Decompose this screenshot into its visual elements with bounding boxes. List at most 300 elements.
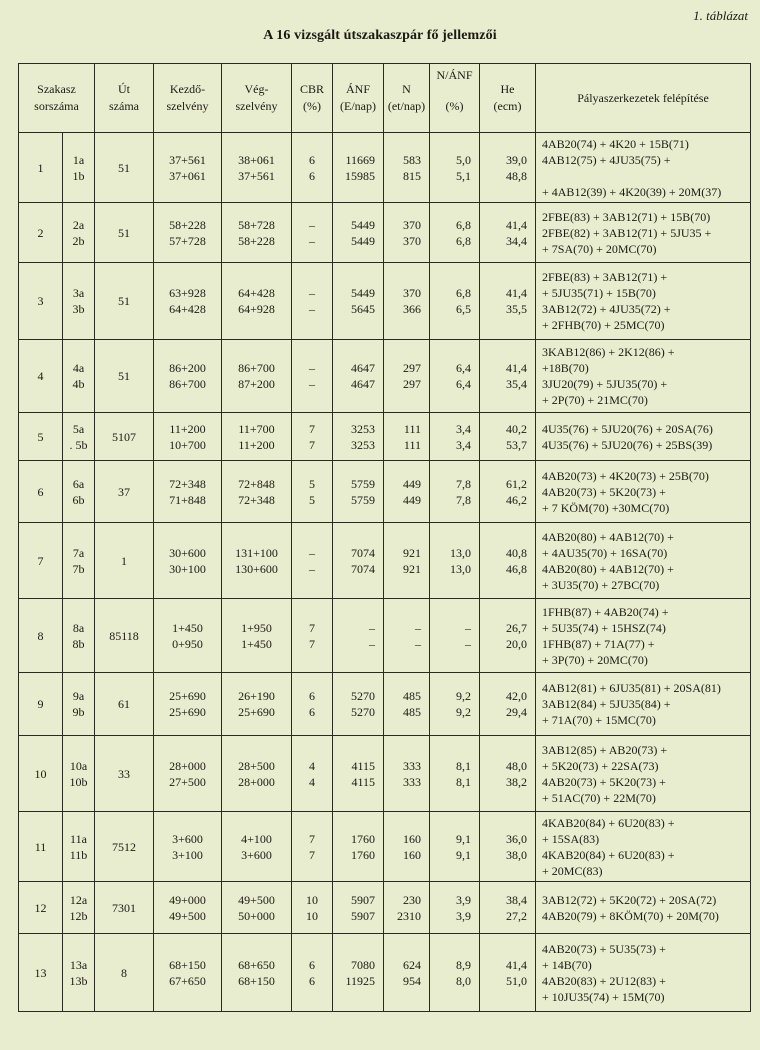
section-sub xyxy=(63,263,95,340)
section-sub-line: 3b xyxy=(72,302,85,316)
header-row xyxy=(19,64,751,133)
end-chainage-line: 50+000 xyxy=(238,908,275,923)
section-number: 9 xyxy=(19,673,63,736)
pavement-structure-line: 4AB20(73) + 4K20(73) + 25B(70) xyxy=(542,468,709,483)
road-number: 51 xyxy=(95,203,154,263)
road-number: 51 xyxy=(95,133,154,203)
n-value-line: 297 xyxy=(403,377,421,391)
section-sub-line: 13b xyxy=(69,973,88,988)
anf-value xyxy=(333,934,384,1012)
table-row xyxy=(19,340,751,413)
anf-value xyxy=(333,599,384,673)
nanf-value-line: 6,8 xyxy=(456,233,471,248)
n-value-line: 921 xyxy=(403,561,421,576)
pavement-structure-line: + 4AU35(70) + 16SA(70) xyxy=(542,545,668,560)
header-veg: Vég- szelvény xyxy=(222,64,292,133)
end-chainage-line: 131+100 xyxy=(235,545,278,560)
section-sub xyxy=(63,673,95,736)
header-nanf: N/ÁNF (%) xyxy=(430,64,480,133)
section-sub-line: 8a xyxy=(72,620,85,635)
nanf-value-line: 8,9 xyxy=(456,957,471,972)
pavement-structure-line: + 2P(70) + 21MC(70) xyxy=(542,393,648,407)
end-chainage-line: 64+428 xyxy=(238,286,275,300)
start-chainage-line: 64+428 xyxy=(169,302,206,316)
cbr-value xyxy=(292,340,333,413)
pavement-structure-line: + 5JU35(71) + 15B(70) xyxy=(542,286,656,300)
he-value-line: 51,0 xyxy=(506,973,527,988)
section-number: 7 xyxy=(19,523,63,599)
he-value-line: 41,4 xyxy=(506,286,527,300)
nanf-value-line: 13,0 xyxy=(450,561,471,576)
pavement-structure-line: 4U35(76) + 5JU20(76) + 20SA(76) xyxy=(542,421,713,436)
nanf-value-line: 6,8 xyxy=(456,217,471,232)
he-value xyxy=(480,882,536,934)
pavement-structure-line: + 2FHB(70) + 25MC(70) xyxy=(542,318,665,332)
anf-value-line: 4115 xyxy=(351,774,375,789)
end-chainage-line: 87+200 xyxy=(238,377,275,391)
anf-value-line: 15985 xyxy=(345,168,375,183)
cbr-value-line: 6 xyxy=(309,973,315,988)
section-sub-line: 2a xyxy=(72,217,85,232)
cbr-value xyxy=(292,133,333,203)
section-sub-line: 11a xyxy=(70,831,87,846)
anf-value-line: – xyxy=(369,636,375,651)
end-chainage xyxy=(222,340,292,413)
anf-value xyxy=(333,413,384,461)
pavement-structure xyxy=(536,736,751,812)
n-value xyxy=(384,340,430,413)
he-value-line: 42,0 xyxy=(506,689,527,703)
start-chainage-line: 72+348 xyxy=(169,476,206,491)
start-chainage xyxy=(154,934,222,1012)
road-number: 51 xyxy=(95,340,154,413)
pavement-structure-line: + 20MC(83) xyxy=(542,863,603,878)
he-value xyxy=(480,461,536,523)
section-sub xyxy=(63,599,95,673)
he-value-line: 35,4 xyxy=(506,377,527,391)
nanf-value-line: 9,1 xyxy=(456,847,471,862)
road-number: 7512 xyxy=(95,812,154,882)
start-chainage xyxy=(154,812,222,882)
nanf-value-line: 9,1 xyxy=(456,831,471,846)
start-chainage-line: 63+928 xyxy=(169,286,206,300)
start-chainage-line: 30+100 xyxy=(169,561,206,576)
section-sub xyxy=(63,203,95,263)
cbr-value-line: 6 xyxy=(309,689,315,703)
n-value xyxy=(384,461,430,523)
cbr-value-line: 7 xyxy=(309,620,315,635)
cbr-value-line: – xyxy=(309,217,315,232)
pavement-structure xyxy=(536,133,751,203)
end-chainage-line: 3+600 xyxy=(241,847,272,862)
anf-value-line: 7074 xyxy=(351,561,375,576)
n-value-line: 449 xyxy=(403,492,421,507)
pavement-structure-line: + 7 KÖM(70) +30MC(70) xyxy=(542,500,670,515)
n-value-line: 485 xyxy=(403,689,421,703)
road-sections-table xyxy=(18,63,751,1012)
section-sub-line: 11b xyxy=(69,847,88,862)
he-value-line: 36,0 xyxy=(506,831,527,846)
pavement-structure-line: 3AB12(85) + AB20(73) + xyxy=(542,742,668,757)
pavement-structure-line: 3JU20(79) + 5JU35(70) + xyxy=(542,377,668,391)
end-chainage-line: 28+500 xyxy=(238,758,275,773)
nanf-value-line: 5,1 xyxy=(456,168,471,183)
anf-value-line: 5449 xyxy=(351,286,375,300)
n-value xyxy=(384,203,430,263)
start-chainage-line: 0+950 xyxy=(172,636,203,651)
pavement-structure-line: + 10JU35(74) + 15M(70) xyxy=(542,989,665,1004)
start-chainage xyxy=(154,461,222,523)
header-ut: Út száma xyxy=(95,64,154,133)
he-value-line: 46,8 xyxy=(506,561,527,576)
nanf-value xyxy=(430,203,480,263)
nanf-value xyxy=(430,340,480,413)
pavement-structure-line: 3AB12(72) + 4JU35(72) + xyxy=(542,302,671,316)
anf-value xyxy=(333,133,384,203)
cbr-value-line: 4 xyxy=(309,758,315,773)
start-chainage-line: 37+061 xyxy=(169,168,206,183)
pavement-structure-line: + 3U35(70) + 27BC(70) xyxy=(542,577,660,592)
he-value xyxy=(480,263,536,340)
pavement-structure xyxy=(536,673,751,736)
cbr-value xyxy=(292,882,333,934)
nanf-value xyxy=(430,461,480,523)
cbr-value xyxy=(292,812,333,882)
end-chainage-line: 25+690 xyxy=(238,705,275,719)
n-value xyxy=(384,413,430,461)
end-chainage-line: 26+190 xyxy=(238,689,275,703)
cbr-value xyxy=(292,413,333,461)
anf-value xyxy=(333,461,384,523)
he-value xyxy=(480,133,536,203)
anf-value-line: 1760 xyxy=(351,831,375,846)
he-value-line: 61,2 xyxy=(506,476,527,491)
n-value-line: 921 xyxy=(403,545,421,560)
start-chainage-line: 27+500 xyxy=(169,774,206,789)
he-value xyxy=(480,673,536,736)
n-value-line: – xyxy=(415,620,421,635)
table-row xyxy=(19,203,751,263)
pavement-structure-line: 4AB20(74) + 4K20 + 15B(71) xyxy=(542,136,689,151)
n-value-line: 230 xyxy=(403,892,421,907)
pavement-structure-line xyxy=(542,168,750,184)
he-value xyxy=(480,934,536,1012)
n-value-line: 111 xyxy=(403,421,421,436)
start-chainage xyxy=(154,673,222,736)
n-value xyxy=(384,263,430,340)
pavement-structure xyxy=(536,882,751,934)
start-chainage-line: 86+700 xyxy=(169,377,206,391)
section-sub xyxy=(63,882,95,934)
n-value-line: 160 xyxy=(403,847,421,862)
section-number: 1 xyxy=(19,133,63,203)
end-chainage-line: 38+061 xyxy=(238,152,275,167)
he-value xyxy=(480,736,536,812)
anf-value-line: 5907 xyxy=(351,908,375,923)
end-chainage-line: 68+150 xyxy=(238,973,275,988)
cbr-value-line: 10 xyxy=(306,908,318,923)
road-number: 51 xyxy=(95,263,154,340)
road-number: 5107 xyxy=(95,413,154,461)
pavement-structure-line: 2FBE(83) + 3AB12(71) + 15B(70) xyxy=(542,209,711,224)
cbr-value-line: – xyxy=(309,302,315,316)
cbr-value-line: 4 xyxy=(309,774,315,789)
anf-value-line: 5270 xyxy=(351,689,375,703)
anf-value-line: 7080 xyxy=(351,957,375,972)
pavement-structure xyxy=(536,340,751,413)
table-title: A 16 vizsgált útszakaszpár fő jellemzői xyxy=(263,28,497,43)
he-value-line: 38,0 xyxy=(506,847,527,862)
cbr-value-line: – xyxy=(309,361,315,375)
end-chainage xyxy=(222,882,292,934)
start-chainage xyxy=(154,523,222,599)
cbr-value-line: 5 xyxy=(309,476,315,491)
end-chainage xyxy=(222,736,292,812)
pavement-structure-line: 4KAB20(84) + 6U20(83) + xyxy=(542,815,675,830)
n-value xyxy=(384,133,430,203)
pavement-structure-line: 1FHB(87) + 4AB20(74) + xyxy=(542,604,669,619)
start-chainage-line: 57+728 xyxy=(169,233,206,248)
end-chainage xyxy=(222,523,292,599)
table-row xyxy=(19,599,751,673)
nanf-value-line: 3,9 xyxy=(456,892,471,907)
he-value-line: 41,4 xyxy=(506,361,527,375)
table-row xyxy=(19,461,751,523)
nanf-value-line: 3,9 xyxy=(456,908,471,923)
section-sub xyxy=(63,413,95,461)
pavement-structure-line: 4AB20(80) + 4AB12(70) + xyxy=(542,561,674,576)
cbr-value xyxy=(292,203,333,263)
he-value xyxy=(480,523,536,599)
start-chainage xyxy=(154,203,222,263)
he-value xyxy=(480,599,536,673)
section-sub-line: 13a xyxy=(69,957,88,972)
end-chainage-line: 11+200 xyxy=(238,437,275,452)
pavement-structure xyxy=(536,599,751,673)
anf-value-line: 5907 xyxy=(351,892,375,907)
road-number: 85118 xyxy=(95,599,154,673)
n-value-line: 333 xyxy=(403,758,421,773)
start-chainage xyxy=(154,599,222,673)
pavement-structure-line: 4U35(76) + 5JU20(76) + 25BS(39) xyxy=(542,437,713,452)
he-value-line: 40,8 xyxy=(506,545,527,560)
start-chainage-line: 25+690 xyxy=(169,689,206,703)
cbr-value xyxy=(292,599,333,673)
table-row xyxy=(19,673,751,736)
n-value xyxy=(384,736,430,812)
pavement-structure-line: 4KAB20(84) + 6U20(83) + xyxy=(542,847,675,862)
nanf-value xyxy=(430,812,480,882)
section-sub-line: 4a xyxy=(72,361,85,375)
pavement-structure xyxy=(536,812,751,882)
section-number: 13 xyxy=(19,934,63,1012)
start-chainage-line: 49+500 xyxy=(169,908,206,923)
pavement-structure-line: 3KAB12(86) + 2K12(86) + xyxy=(542,345,675,359)
end-chainage-line: 1+950 xyxy=(241,620,272,635)
section-number: 3 xyxy=(19,263,63,340)
he-value-line: 34,4 xyxy=(506,233,527,248)
nanf-value-line: 5,0 xyxy=(456,152,471,167)
he-value-line: 39,0 xyxy=(506,152,527,167)
end-chainage xyxy=(222,263,292,340)
pavement-structure xyxy=(536,523,751,599)
cbr-value-line: – xyxy=(309,561,315,576)
nanf-value xyxy=(430,882,480,934)
table-row xyxy=(19,934,751,1012)
section-sub xyxy=(63,133,95,203)
pavement-structure-line: 4AB20(73) + 5K20(73) + xyxy=(542,774,666,789)
he-value xyxy=(480,413,536,461)
section-sub-line: 8b xyxy=(72,636,85,651)
anf-value-line: 5759 xyxy=(351,492,375,507)
road-number: 8 xyxy=(95,934,154,1012)
n-value-line: 333 xyxy=(403,774,421,789)
cbr-value-line: 7 xyxy=(309,831,315,846)
n-value-line: 297 xyxy=(403,361,421,375)
pavement-structure xyxy=(536,413,751,461)
cbr-value-line: – xyxy=(309,377,315,391)
start-chainage xyxy=(154,882,222,934)
end-chainage-line: 1+450 xyxy=(241,636,272,651)
pavement-structure-line: + 14B(70) xyxy=(542,957,592,972)
he-value-line: 46,2 xyxy=(506,492,527,507)
road-number: 37 xyxy=(95,461,154,523)
he-value-line: 27,2 xyxy=(506,908,527,923)
road-number: 33 xyxy=(95,736,154,812)
pavement-structure-line: 3AB12(72) + 5K20(72) + 20SA(72) xyxy=(542,892,717,907)
header-n: N (et/nap) xyxy=(384,64,430,133)
cbr-value xyxy=(292,673,333,736)
pavement-structure-line: + 3P(70) + 20MC(70) xyxy=(542,652,648,667)
nanf-value-line: 7,8 xyxy=(456,492,471,507)
section-number: 11 xyxy=(19,812,63,882)
start-chainage-line: 1+450 xyxy=(172,620,203,635)
anf-value-line: 11669 xyxy=(345,152,375,167)
table-row xyxy=(19,736,751,812)
nanf-value xyxy=(430,673,480,736)
cbr-value-line: 7 xyxy=(309,636,315,651)
he-value-line: 48,8 xyxy=(506,168,527,183)
n-value-line: 624 xyxy=(403,957,421,972)
start-chainage-line: 86+200 xyxy=(169,361,206,375)
header-szakasz: Szakasz sorszáma xyxy=(19,64,95,133)
start-chainage-line: 28+000 xyxy=(169,758,206,773)
pavement-structure-line: 4AB12(81) + 6JU35(81) + 20SA(81) xyxy=(542,681,721,695)
end-chainage-line: 58+228 xyxy=(238,233,275,248)
section-sub xyxy=(63,340,95,413)
section-sub-line: 7b xyxy=(72,561,85,576)
nanf-value-line: 7,8 xyxy=(456,476,471,491)
pavement-structure-line: + 4AB12(39) + 4K20(39) + 20M(37) xyxy=(542,184,722,199)
section-sub-line: 6b xyxy=(72,492,85,507)
section-sub-line: 9b xyxy=(72,705,85,719)
he-value-line: 48,0 xyxy=(506,758,527,773)
header-he: He (ecm) xyxy=(480,64,536,133)
start-chainage-line: 37+561 xyxy=(169,152,206,167)
nanf-value-line: 9,2 xyxy=(456,705,471,719)
nanf-value-line: 6,5 xyxy=(456,302,471,316)
anf-value-line: 4647 xyxy=(351,377,375,391)
anf-value-line: 5759 xyxy=(351,476,375,491)
nanf-value xyxy=(430,413,480,461)
pavement-structure-line: 4AB20(79) + 8KÖM(70) + 20M(70) xyxy=(542,908,719,923)
section-number: 10 xyxy=(19,736,63,812)
end-chainage-line: 86+700 xyxy=(238,361,275,375)
start-chainage-line: 71+848 xyxy=(169,492,206,507)
end-chainage-line: 11+700 xyxy=(238,421,275,436)
n-value-line: 370 xyxy=(403,217,421,232)
end-chainage xyxy=(222,133,292,203)
nanf-value-line: 6,4 xyxy=(456,361,471,375)
start-chainage xyxy=(154,133,222,203)
section-sub-line: 3a xyxy=(72,286,85,300)
pavement-structure-line: + 15SA(83) xyxy=(542,831,600,846)
end-chainage-line: 72+348 xyxy=(238,492,275,507)
start-chainage xyxy=(154,413,222,461)
cbr-value-line: – xyxy=(309,233,315,248)
pavement-structure-line: + 5K20(73) + 22SA(73) xyxy=(542,758,659,773)
section-sub-line: 7a xyxy=(72,545,85,560)
nanf-value-line: 8,0 xyxy=(456,973,471,988)
he-value-line: 40,2 xyxy=(506,421,527,436)
pavement-structure-line: 4AB20(83) + 2U12(83) + xyxy=(542,973,666,988)
nanf-value-line: 6,8 xyxy=(456,286,471,300)
end-chainage-line: 58+728 xyxy=(238,217,275,232)
header-kezdo: Kezdő- szelvény xyxy=(154,64,222,133)
pavement-structure-line: 2FBE(83) + 3AB12(71) + xyxy=(542,270,668,284)
he-value-line: 41,4 xyxy=(506,957,527,972)
n-value-line: 370 xyxy=(403,233,421,248)
nanf-value xyxy=(430,263,480,340)
section-number: 2 xyxy=(19,203,63,263)
start-chainage-line: 58+228 xyxy=(169,217,206,232)
section-sub-line: 1b xyxy=(72,168,85,183)
n-value-line: 485 xyxy=(403,705,421,719)
cbr-value-line: 7 xyxy=(309,421,315,436)
cbr-value xyxy=(292,263,333,340)
he-value-line: 35,5 xyxy=(506,302,527,316)
nanf-value xyxy=(430,133,480,203)
nanf-value xyxy=(430,934,480,1012)
start-chainage-line: 10+700 xyxy=(169,437,206,452)
n-value-line: 111 xyxy=(403,437,421,452)
section-sub xyxy=(63,523,95,599)
he-value xyxy=(480,203,536,263)
anf-value xyxy=(333,812,384,882)
cbr-value-line: – xyxy=(309,545,315,560)
pavement-structure-line: 4AB12(75) + 4JU35(75) + xyxy=(542,152,671,167)
road-number: 7301 xyxy=(95,882,154,934)
pavement-structure xyxy=(536,461,751,523)
start-chainage-line: 67+650 xyxy=(169,973,206,988)
nanf-value-line: 3,4 xyxy=(456,421,471,436)
he-value xyxy=(480,812,536,882)
section-sub xyxy=(63,812,95,882)
anf-value xyxy=(333,340,384,413)
cbr-value xyxy=(292,736,333,812)
section-sub-line: 6a xyxy=(72,476,85,491)
cbr-value-line: 7 xyxy=(309,847,315,862)
table-row xyxy=(19,812,751,882)
start-chainage-line: 68+150 xyxy=(169,957,206,972)
end-chainage-line: 37+561 xyxy=(238,168,275,183)
pavement-structure xyxy=(536,203,751,263)
anf-value-line: 3253 xyxy=(351,421,375,436)
pavement-structure-line: 4AB20(73) + 5U35(73) + xyxy=(542,941,666,956)
section-number: 12 xyxy=(19,882,63,934)
n-value-line: 160 xyxy=(403,831,421,846)
table-number-label: 1. táblázat xyxy=(693,8,748,23)
